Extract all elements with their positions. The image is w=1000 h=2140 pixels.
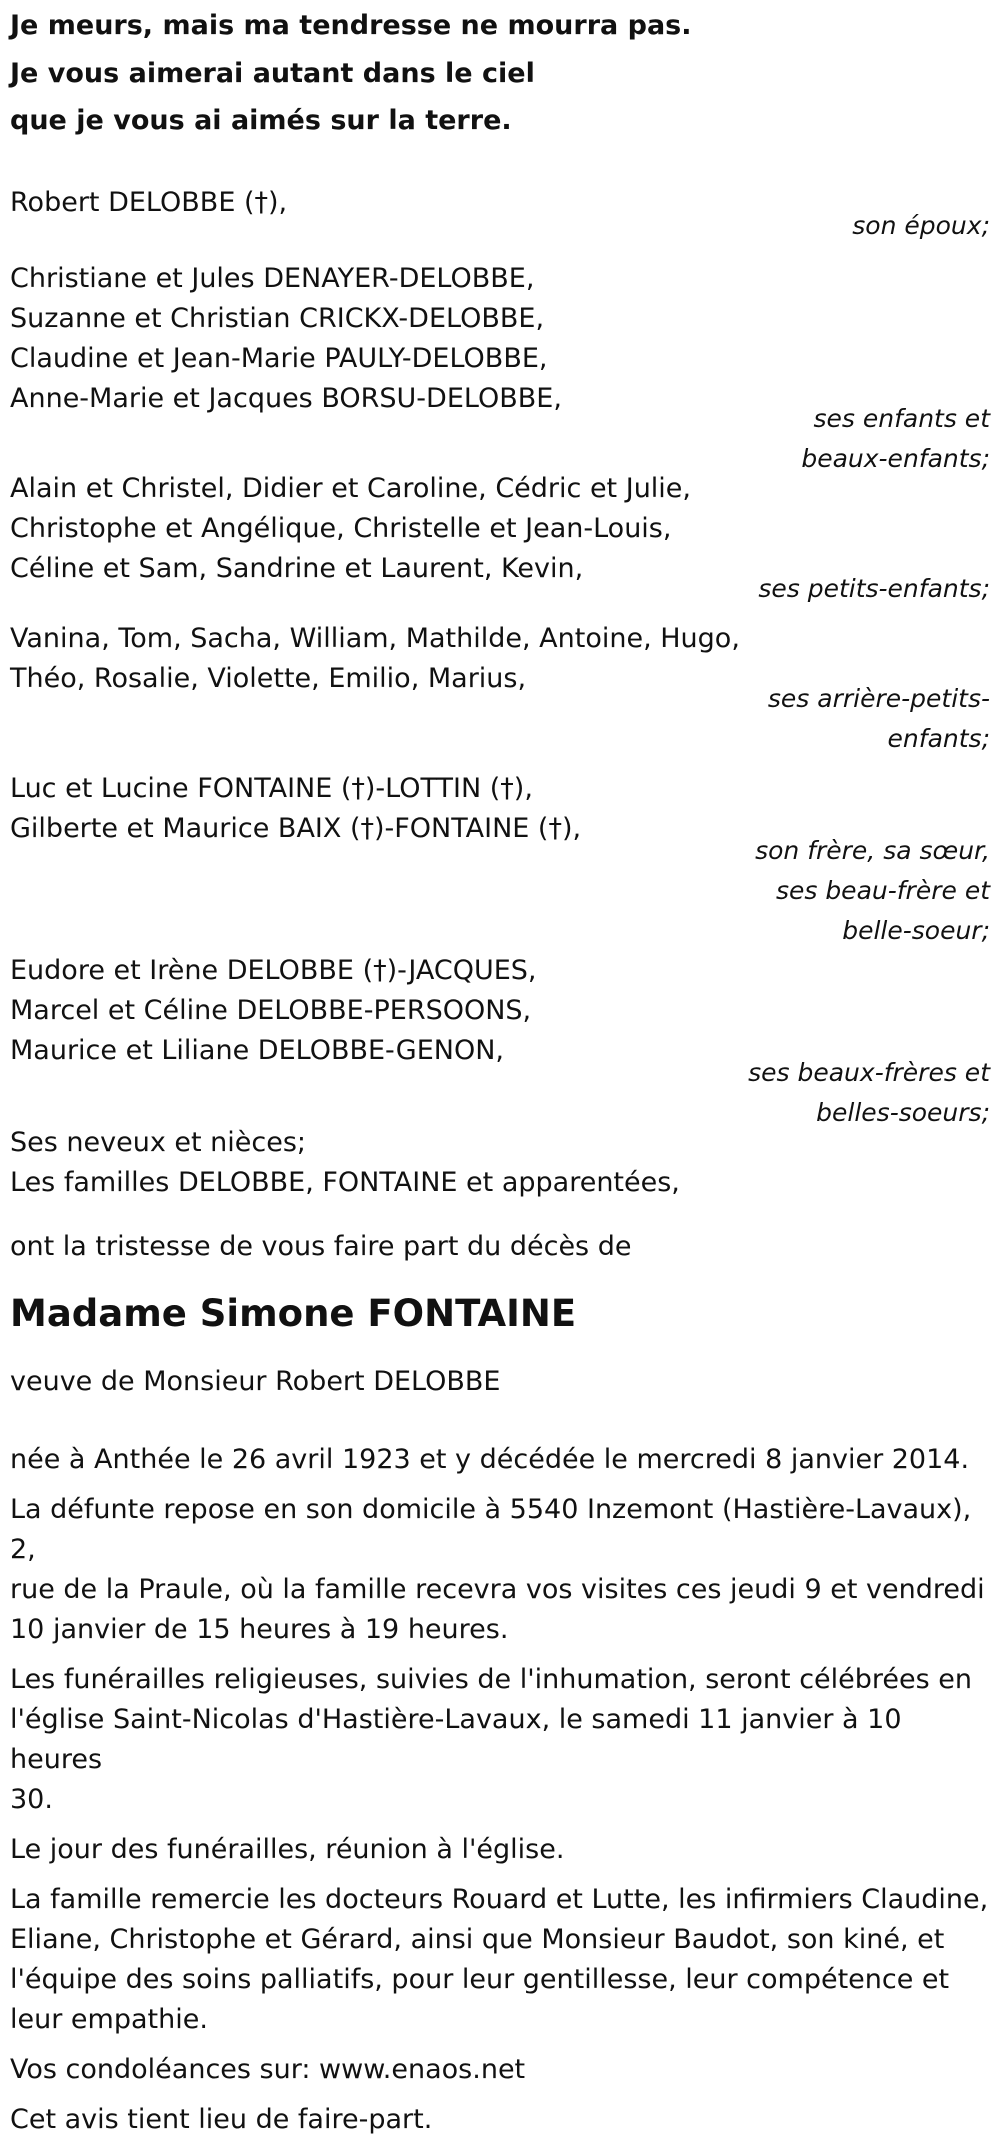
family-name-line: Christophe et Angélique, Christelle et Jean-Louis,: [10, 512, 672, 544]
relation-label: ses beaux-frères et belles-soeurs;: [748, 1057, 990, 1127]
quote-line: que je vous ai aimés sur la terre.: [10, 105, 512, 136]
family-entry-spouse: [10, 183, 990, 255]
deceased-name: Madame Simone FONTAINE: [10, 1291, 577, 1335]
family-entry-great-grandchildren: [10, 619, 990, 769]
family-name-line: Alain et Christel, Didier et Caroline, Cédric et Julie,: [10, 472, 691, 504]
family-name-line: Théo, Rosalie, Violette, Emilio, Marius,: [10, 662, 527, 694]
epitaph-quote: [10, 2, 990, 145]
family-entry-grandchildren: [10, 469, 990, 619]
death-notice: [10, 0, 990, 2140]
relation-label: ses enfants et beaux-enfants;: [801, 403, 990, 473]
relation-label: ses arrière-petits- enfants;: [767, 683, 990, 753]
family-name-line: Robert DELOBBE (†),: [10, 186, 288, 218]
family-entry-siblings: [10, 769, 990, 951]
paragraph-birth-death: née à Anthée le 26 avril 1923 et y décédée le mercredi 8 janvier 2014.: [10, 1443, 970, 1475]
other-relatives-line: Les familles DELOBBE, FONTAINE et apparentées,: [10, 1166, 680, 1198]
paragraph-thanks: La famille remercie les docteurs Rouard et Lutte, les infirmiers Claudine, Eliane, Christophe et Gérard, ainsi que Monsieur Baudot, son kiné, et l'équipe des soins palliatifs, pour leur gentillesse, leur compétence et leur empathie.: [10, 1883, 989, 2035]
relation-label: ses petits-enfants;: [758, 573, 990, 603]
widow-of-text: veuve de Monsieur Robert DELOBBE: [10, 1365, 501, 1397]
other-relatives-line: Ses neveux et nièces;: [10, 1126, 307, 1158]
family-name-line: Suzanne et Christian CRICKX-DELOBBE,: [10, 302, 545, 334]
quote-line: Je vous aimerai autant dans le ciel: [10, 57, 535, 89]
family-name-line: Vanina, Tom, Sacha, William, Mathilde, Antoine, Hugo,: [10, 622, 740, 654]
quote-line: Je meurs, mais ma tendresse ne mourra pas.: [10, 10, 692, 41]
family-name-line: Christiane et Jules DENAYER-DELOBBE,: [10, 262, 535, 294]
family-name-line: Claudine et Jean-Marie PAULY-DELOBBE,: [10, 342, 548, 374]
paragraph-funeral: Les funérailles religieuses, suivies de l'inhumation, seront célébrées en l'église Saint-Nicolas d'Hastière-Lavaux, le samedi 11 janvier à 10 heures 30.: [10, 1663, 973, 1815]
relation-label: son époux;: [852, 210, 990, 240]
notice-body: [10, 1440, 990, 2140]
other-relatives: [10, 1123, 990, 1203]
relation-label: son frère, sa sœur, ses beau-frère et belle-soeur;: [755, 835, 990, 945]
family-name-line: Anne-Marie et Jacques BORSU-DELOBBE,: [10, 382, 562, 414]
announcement-text: ont la tristesse de vous faire part du décès de: [10, 1230, 632, 1262]
paragraph-closing: Cet avis tient lieu de faire-part.: [10, 2103, 433, 2135]
family-name-line: Eudore et Irène DELOBBE (†)-JACQUES,: [10, 954, 537, 986]
paragraph-viewing: La défunte repose en son domicile à 5540 Inzemont (Hastière-Lavaux), 2, rue de la Praule, où la famille recevra vos visites ces jeudi 9 et vendredi 10 janvier de 15 heures à 19 heures.: [10, 1493, 985, 1645]
family-entry-in-laws: [10, 951, 990, 1127]
family-name-line: Marcel et Céline DELOBBE-PERSOONS,: [10, 994, 532, 1026]
paragraph-condolences: Vos condoléances sur: www.enaos.net: [10, 2053, 526, 2085]
family-name-line: Maurice et Liliane DELOBBE-GENON,: [10, 1034, 505, 1066]
family-name-line: Gilberte et Maurice BAIX (†)-FONTAINE (†),: [10, 812, 582, 844]
paragraph-meeting: Le jour des funérailles, réunion à l'église.: [10, 1833, 565, 1865]
family-name-line: Luc et Lucine FONTAINE (†)-LOTTIN (†),: [10, 772, 533, 804]
family-name-line: Céline et Sam, Sandrine et Laurent, Kevin,: [10, 552, 584, 584]
family-entry-children: [10, 259, 990, 473]
